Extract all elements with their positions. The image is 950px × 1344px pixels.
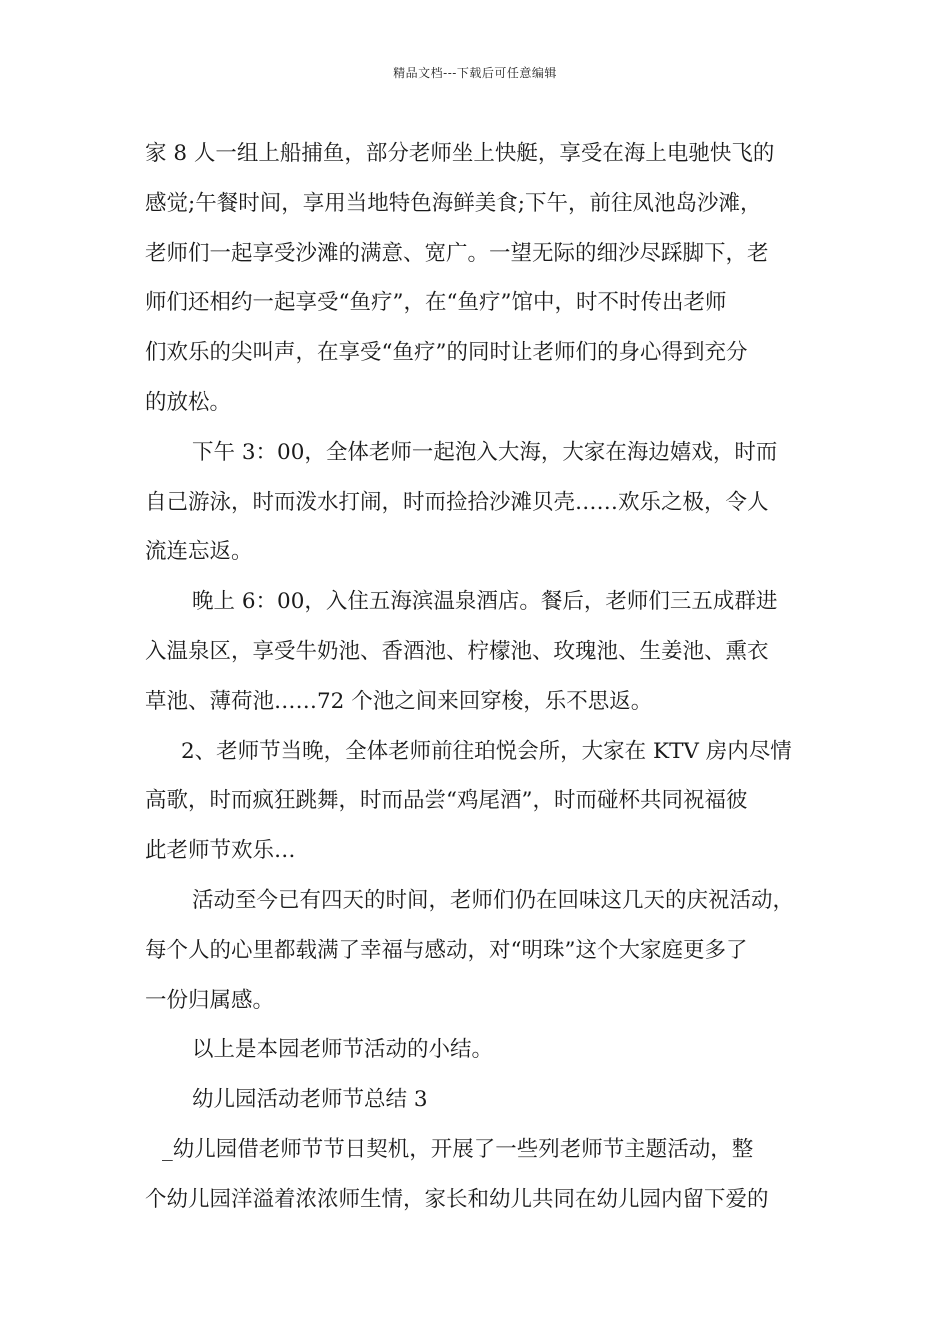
text-line: 师们还相约一起享受“鱼疗”，在“鱼疗”馆中，时不时传出老师 [145, 290, 727, 316]
text-line: 晚上 6：00，入住五海滨温泉酒店。餐后，老师们三五成群进 [192, 589, 778, 615]
paragraph-section-3-intro [145, 1125, 809, 1225]
text-line: 自己游泳，时而泼水打闹，时而捡拾沙滩贝壳……欢乐之极，令人 [145, 489, 769, 515]
text-line: 老师们一起享受沙滩的满意、宽广。一望无际的细沙尽踩脚下，老 [145, 240, 769, 266]
section-heading [145, 1075, 809, 1125]
text-line: 以上是本园老师节活动的小结。 [192, 1037, 494, 1063]
text-line: 幼儿园活动老师节总结 3 [192, 1087, 428, 1113]
text-line: 的放松。 [145, 389, 232, 415]
text-line: 高歌，时而疯狂跳舞，时而品尝“鸡尾酒”，时而碰杯共同祝福彼 [145, 788, 748, 814]
paragraph-afternoon-sea [145, 428, 809, 577]
text-line: 家 8 人一组上船捕鱼，部分老师坐上快艇，享受在海上电驰快飞的 [145, 141, 775, 166]
text-line: 感觉;午餐时间，享用当地特色海鲜美食;下午，前往凤池岛沙滩， [145, 190, 762, 216]
paragraph-ktv-night [145, 727, 809, 876]
paragraph-reflection [145, 876, 809, 1025]
text-line: 下午 3：00，全体老师一起泡入大海，大家在海边嬉戏，时而 [192, 439, 778, 465]
text-line: 此老师节欢乐… [145, 838, 296, 864]
text-line: 们欢乐的尖叫声，在享受“鱼疗”的同时让老师们的身心得到充分 [145, 340, 748, 366]
text-line: 2、老师节当晚，全体老师前往珀悦会所，大家在 KTV 房内尽情 [181, 738, 792, 764]
paragraph-summary [145, 1025, 809, 1075]
text-line: _幼儿园借老师节节日契机，开展了一些列老师节主题活动，整 [162, 1136, 754, 1162]
text-line: 一份归属感。 [145, 987, 275, 1013]
document-body [145, 129, 809, 1225]
page-header: 精品文档---下载后可任意编辑 [393, 66, 557, 80]
text-line: 草池、薄荷池……72 个池之间来回穿梭，乐不思返。 [145, 688, 653, 714]
text-line: 活动至今已有四天的时间，老师们仍在回味这几天的庆祝活动， [192, 887, 795, 913]
text-line: 入温泉区，享受牛奶池、香酒池、柠檬池、玫瑰池、生姜池、熏衣 [145, 638, 769, 664]
text-line: 个幼儿园洋溢着浓浓师生情，家长和幼儿共同在幼儿园内留下爱的 [145, 1186, 769, 1212]
paragraph-evening-hotspring [145, 577, 809, 726]
paragraph-trip-fishing [145, 129, 809, 428]
text-line: 流连忘返。 [145, 539, 253, 565]
text-line: 每个人的心里都载满了幸福与感动，对“明珠”这个大家庭更多了 [145, 937, 748, 963]
